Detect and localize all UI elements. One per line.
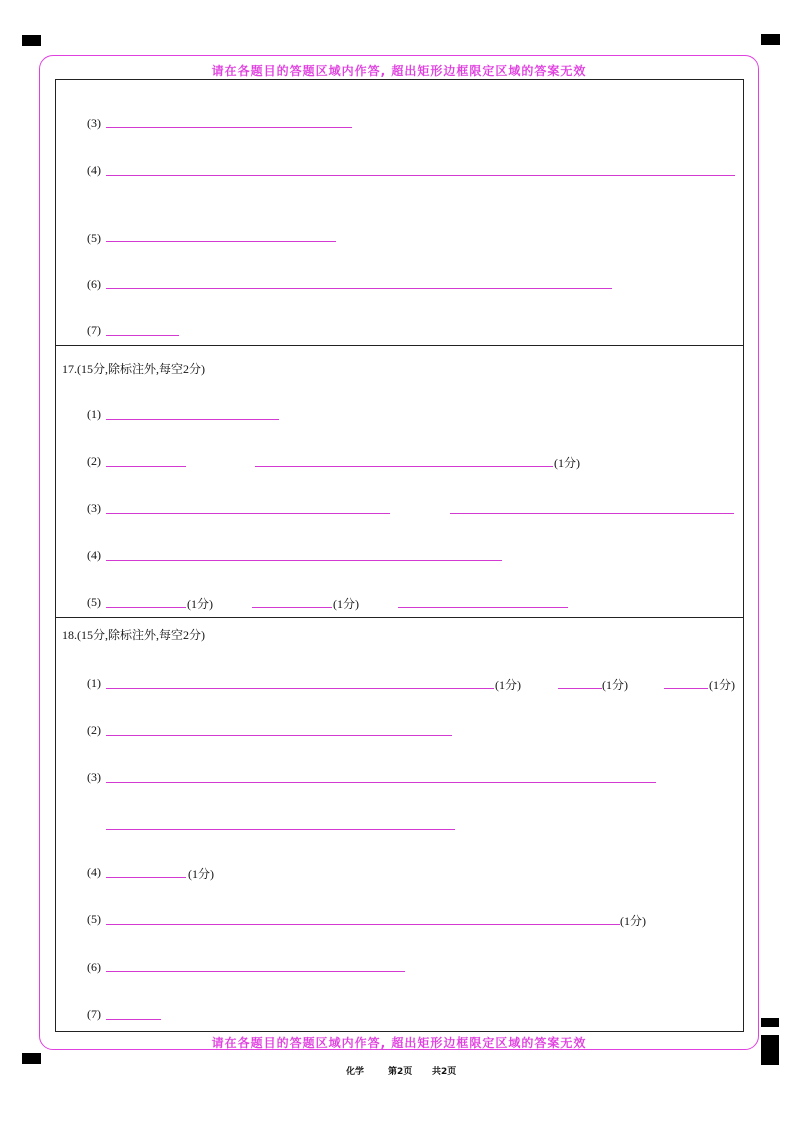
q17-item-4-label: (4) <box>87 548 101 562</box>
q18-item-4-answer-line[interactable] <box>106 877 186 878</box>
q18-item-2-label: (2) <box>87 723 101 737</box>
q18-item-6-label: (6) <box>87 960 101 974</box>
q18-item-1-score-note-a: (1分) <box>495 678 521 692</box>
q16-item-6-label: (6) <box>87 277 101 291</box>
q18-item-7-label: (7) <box>87 1007 101 1021</box>
registration-mark-top-right <box>761 34 780 45</box>
registration-mark-bottom-right-1 <box>761 1018 779 1027</box>
question-17-title: 17.(15分,除标注外,每空2分) <box>62 362 205 376</box>
q17-item-5-answer-line-c[interactable] <box>398 607 568 608</box>
q18-item-3-label: (3) <box>87 770 101 784</box>
q17-item-2-score-note: (1分) <box>554 456 580 470</box>
q17-item-1-answer-line[interactable] <box>106 419 279 420</box>
q18-item-5-score-note: (1分) <box>620 914 646 928</box>
q18-item-1-score-note-b: (1分) <box>602 678 628 692</box>
q16-item-7-label: (7) <box>87 323 101 337</box>
q18-item-4-label: (4) <box>87 865 101 879</box>
q18-item-6-answer-line[interactable] <box>106 971 405 972</box>
footer-page-number: 第2页 <box>388 1067 413 1077</box>
warning-top: 请在各题目的答题区域内作答, 超出矩形边框限定区域的答案无效 <box>211 64 587 78</box>
q17-item-5-answer-line-a[interactable] <box>106 607 186 608</box>
footer-subject: 化学 <box>346 1067 365 1077</box>
q18-item-1-answer-line-c[interactable] <box>664 688 708 689</box>
q18-item-3-answer-line-b[interactable] <box>106 829 455 830</box>
q18-item-2-answer-line[interactable] <box>106 735 452 736</box>
question-17-box <box>55 345 744 618</box>
question-16-box <box>55 79 744 346</box>
question-18-box <box>55 617 744 1032</box>
q16-item-5-answer-line[interactable] <box>106 241 336 242</box>
registration-mark-bottom-right-2 <box>761 1035 779 1065</box>
q17-item-3-answer-line-b[interactable] <box>450 513 734 514</box>
q16-item-4-answer-line[interactable] <box>106 175 735 176</box>
q16-item-3-answer-line[interactable] <box>106 127 352 128</box>
warning-bottom: 请在各题目的答题区域内作答, 超出矩形边框限定区域的答案无效 <box>211 1036 587 1050</box>
question-18-title: 18.(15分,除标注外,每空2分) <box>62 628 205 642</box>
q18-item-7-answer-line[interactable] <box>106 1019 161 1020</box>
registration-mark-bottom-left <box>22 1053 41 1064</box>
q17-item-2-label: (2) <box>87 454 101 468</box>
q16-item-7-answer-line[interactable] <box>106 335 179 336</box>
q18-item-1-score-note-c: (1分) <box>709 678 735 692</box>
q16-item-6-answer-line[interactable] <box>106 288 612 289</box>
q17-item-5-answer-line-b[interactable] <box>252 607 332 608</box>
q18-item-5-label: (5) <box>87 912 101 926</box>
q17-item-3-answer-line-a[interactable] <box>106 513 390 514</box>
q17-item-4-answer-line[interactable] <box>106 560 502 561</box>
q17-item-5-score-note-b: (1分) <box>333 597 359 611</box>
q18-item-5-answer-line[interactable] <box>106 924 620 925</box>
q18-item-1-label: (1) <box>87 676 101 690</box>
q16-item-3-label: (3) <box>87 116 101 130</box>
footer-total-pages: 共2页 <box>432 1067 457 1077</box>
q17-item-5-label: (5) <box>87 595 101 609</box>
registration-mark-top-left <box>22 35 41 46</box>
q17-item-3-label: (3) <box>87 501 101 515</box>
q17-item-1-label: (1) <box>87 407 101 421</box>
q18-item-1-answer-line-b[interactable] <box>558 688 602 689</box>
q18-item-4-score-note: (1分) <box>188 867 214 881</box>
q18-item-3-answer-line-a[interactable] <box>106 782 656 783</box>
q17-item-5-score-note-a: (1分) <box>187 597 213 611</box>
q16-item-5-label: (5) <box>87 231 101 245</box>
q17-item-2-answer-line-a[interactable] <box>106 466 186 467</box>
q18-item-1-answer-line-a[interactable] <box>106 688 494 689</box>
q16-item-4-label: (4) <box>87 163 101 177</box>
q17-item-2-answer-line-b[interactable] <box>255 466 553 467</box>
